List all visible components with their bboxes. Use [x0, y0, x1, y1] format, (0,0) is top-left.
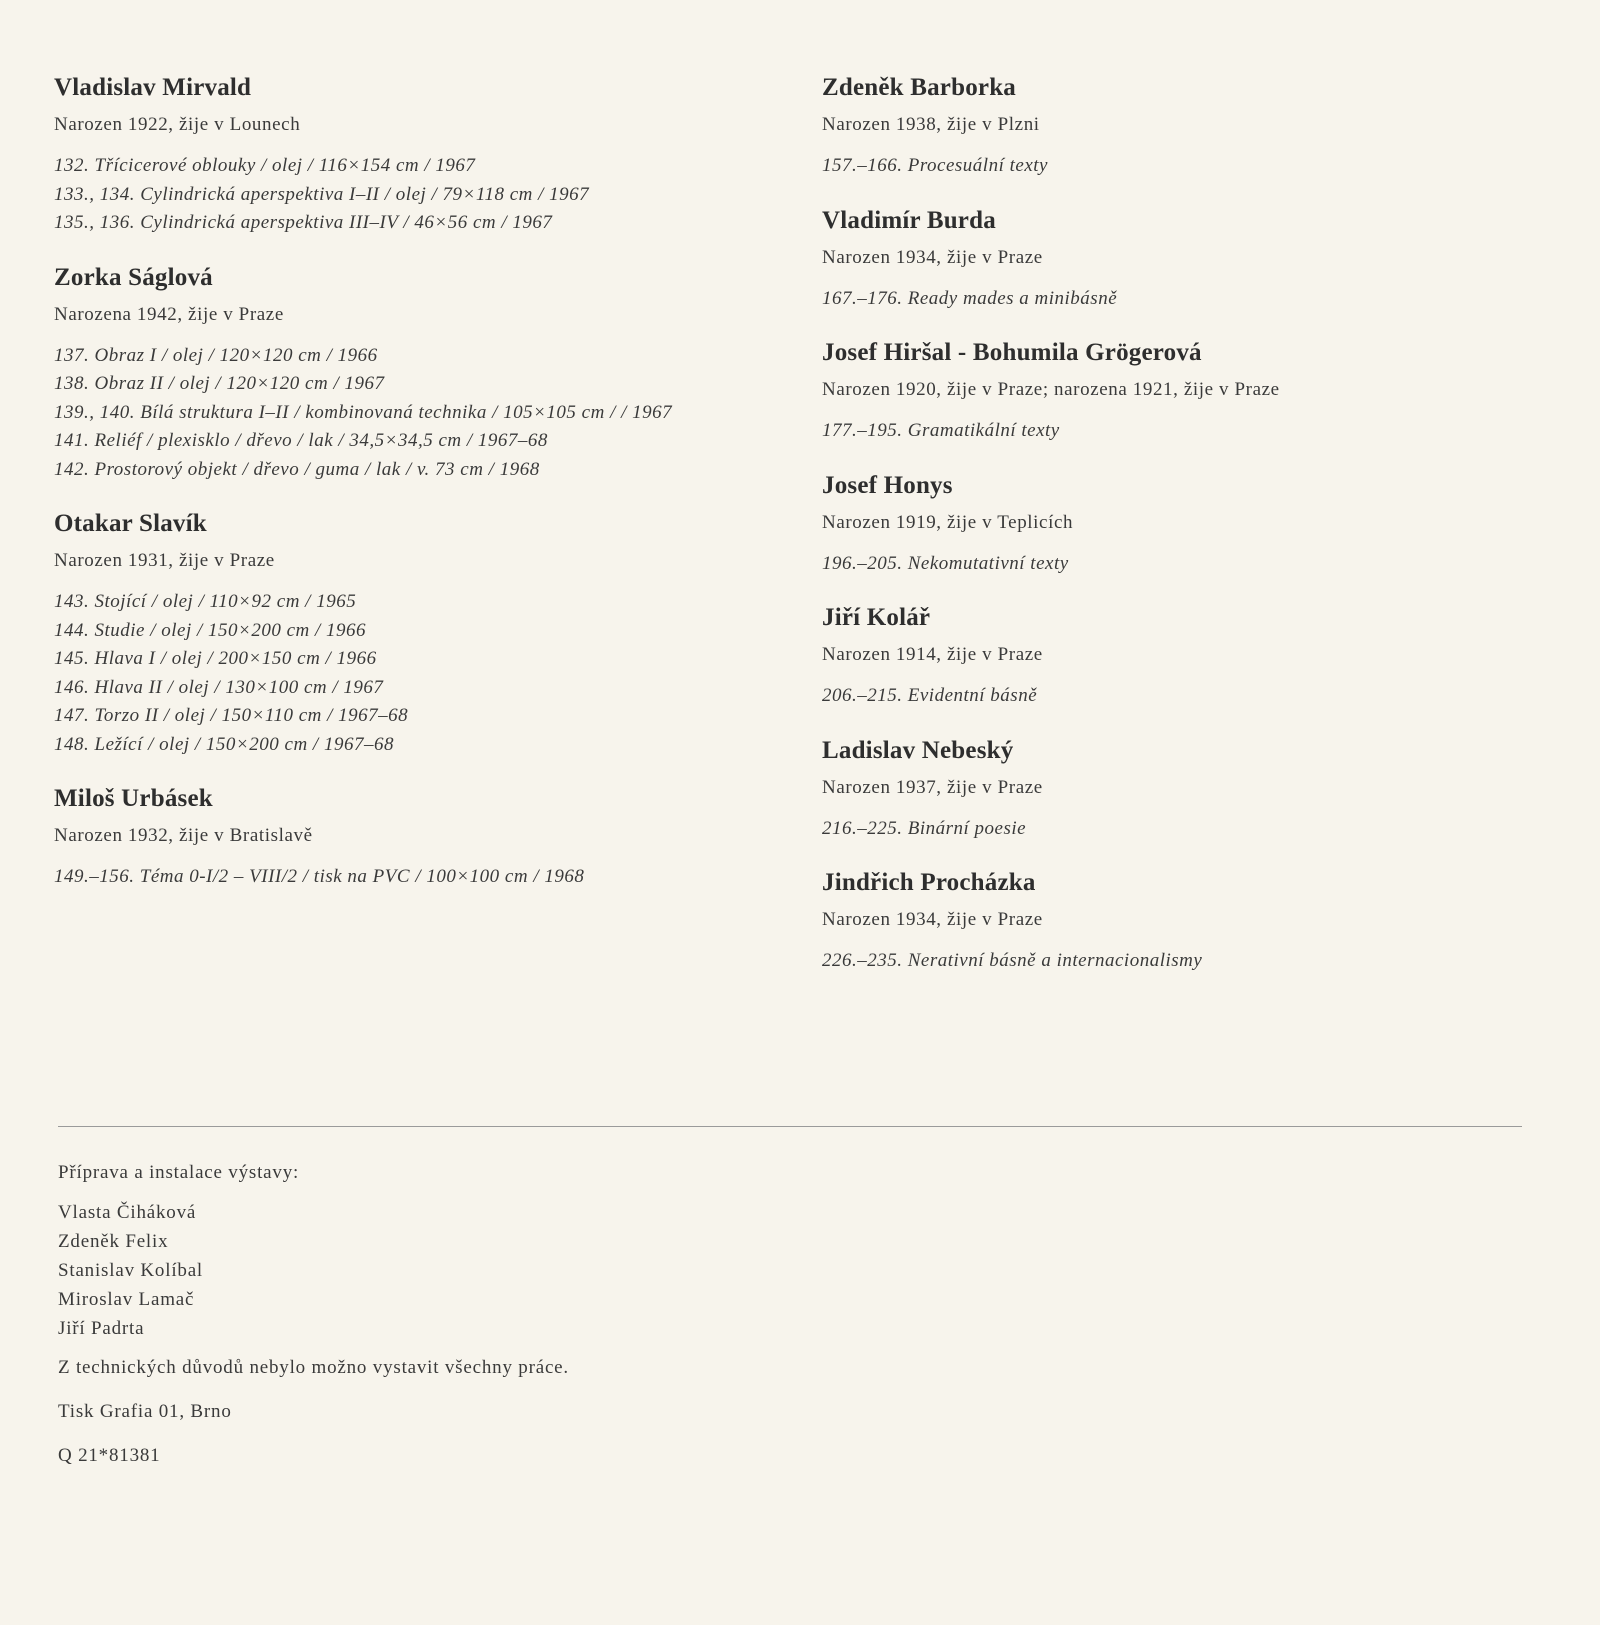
artist-entry: [54, 72, 774, 238]
work-item: 149.–156. Téma 0-I/2 – VIII/2 / tisk na PVC / 100×100 cm / 1968: [54, 866, 585, 887]
work-item: 145. Hlava I / olej / 200×150 cm / 1966: [54, 648, 377, 669]
artist-name: Otakar Slavík: [54, 510, 207, 537]
work-item: 137. Obraz I / olej / 120×120 cm / 1966: [54, 344, 378, 366]
work-item: 143. Stojící / olej / 110×92 cm / 1965: [54, 591, 357, 612]
printer-line: Tisk Grafia 01, Brno: [58, 1401, 232, 1422]
artist-entry: [822, 867, 1582, 976]
work-item: 216.–225. Binární poesie: [822, 817, 1027, 839]
artist-entry: [822, 337, 1582, 446]
right-column: [822, 72, 1582, 1000]
work-item: 132. Třícicerové oblouky / olej / 116×154 cm / 1967: [54, 155, 476, 176]
artist-entry: [54, 262, 774, 485]
work-item: 226.–235. Nerativní básně a internacionalismy: [822, 950, 1203, 971]
works-list: [822, 152, 1582, 181]
works-list: [822, 947, 1582, 976]
artist-bio: Narozen 1932, žije v Bratislavě: [54, 825, 313, 846]
artist-bio: Narozen 1922, žije v Lounech: [54, 114, 301, 135]
works-list: [54, 342, 774, 485]
section-divider: [58, 1126, 1522, 1127]
artist-bio: Narozen 1931, žije v Praze: [54, 550, 275, 571]
artist-entry: [822, 602, 1582, 711]
work-item: 157.–166. Procesuální texty: [822, 155, 1048, 176]
credits-name: Miroslav Lamač: [58, 1289, 195, 1310]
credits-name: Vlasta Čiháková: [58, 1202, 197, 1223]
artist-bio: Narozen 1937, žije v Praze: [822, 776, 1043, 798]
work-item: 146. Hlava II / olej / 130×100 cm / 1967: [54, 676, 384, 698]
artist-name: Zorka Ságlová: [54, 263, 213, 291]
works-list: [822, 815, 1582, 844]
credits-section: [58, 1160, 958, 1487]
artist-bio: Narozen 1938, žije v Plzni: [822, 114, 1040, 135]
left-column: [54, 72, 774, 916]
work-item: 167.–176. Ready mades a minibásně: [822, 287, 1118, 309]
works-list: [822, 285, 1582, 314]
works-list: [54, 863, 774, 892]
work-item: 141. Reliéf / plexisklo / dřevo / lak / 34,5×34,5 cm / 1967–68: [54, 430, 548, 451]
artist-name: Jiří Kolář: [822, 604, 931, 631]
artist-bio: Narozen 1920, žije v Praze; narozena 1921, žije v Praze: [822, 379, 1280, 400]
credits-name: Zdeněk Felix: [58, 1231, 169, 1252]
artist-name: Josef Hiršal - Bohumila Grögerová: [822, 339, 1202, 366]
artist-name: Vladimír Burda: [822, 206, 996, 234]
credits-heading: Příprava a instalace výstavy:: [58, 1162, 300, 1183]
artist-bio: Narozen 1914, žije v Praze: [822, 644, 1043, 665]
artist-name: Vladislav Mirvald: [54, 74, 252, 101]
work-item: 196.–205. Nekomutativní texty: [822, 552, 1069, 574]
artist-entry: [822, 205, 1582, 314]
credits-name: Jiří Padrta: [58, 1318, 145, 1339]
work-item: 142. Prostorový objekt / dřevo / guma / lak / v. 73 cm / 1968: [54, 458, 540, 480]
work-item: 135., 136. Cylindrická aperspektiva III–IV / 46×56 cm / 1967: [54, 212, 553, 233]
work-item: 177.–195. Gramatikální texty: [822, 420, 1060, 441]
work-item: 138. Obraz II / olej / 120×120 cm / 1967: [54, 373, 385, 394]
artist-name: Miloš Urbásek: [54, 785, 213, 812]
credits-note: Z technických důvodů nebylo možno vystavit všechny práce.: [58, 1357, 569, 1378]
artist-bio: Narozen 1919, žije v Teplicích: [822, 511, 1074, 533]
credits-names-list: [58, 1198, 958, 1343]
print-code: Q 21*81381: [58, 1445, 161, 1466]
work-item: 144. Studie / olej / 150×200 cm / 1966: [54, 619, 367, 641]
works-list: [822, 682, 1582, 711]
artist-entry: [54, 508, 774, 759]
works-list: [822, 417, 1582, 446]
artist-bio: Narozena 1942, žije v Praze: [54, 303, 284, 325]
work-item: 148. Ležící / olej / 150×200 cm / 1967–68: [54, 733, 394, 755]
artist-name: Jindřich Procházka: [822, 869, 1036, 896]
artist-entry: [54, 783, 774, 892]
artist-name: Zdeněk Barborka: [822, 74, 1017, 101]
artist-entry: [822, 72, 1582, 181]
works-list: [822, 550, 1582, 579]
artist-name: Josef Honys: [822, 471, 953, 499]
work-item: 139., 140. Bílá struktura I–II / kombinovaná technika / 105×105 cm / / 1967: [54, 401, 673, 423]
work-item: 147. Torzo II / olej / 150×110 cm / 1967–68: [54, 705, 409, 726]
artist-bio: Narozen 1934, žije v Praze: [822, 909, 1043, 930]
work-item: 206.–215. Evidentní básně: [822, 685, 1038, 706]
artist-bio: Narozen 1934, žije v Praze: [822, 246, 1043, 268]
artist-entry: [822, 470, 1582, 579]
works-list: [54, 152, 774, 238]
works-list: [54, 588, 774, 759]
artist-name: Ladislav Nebeský: [822, 736, 1014, 764]
work-item: 133., 134. Cylindrická aperspektiva I–II / olej / 79×118 cm / 1967: [54, 183, 590, 205]
credits-name: Stanislav Kolíbal: [58, 1260, 204, 1281]
artist-entry: [822, 735, 1582, 844]
